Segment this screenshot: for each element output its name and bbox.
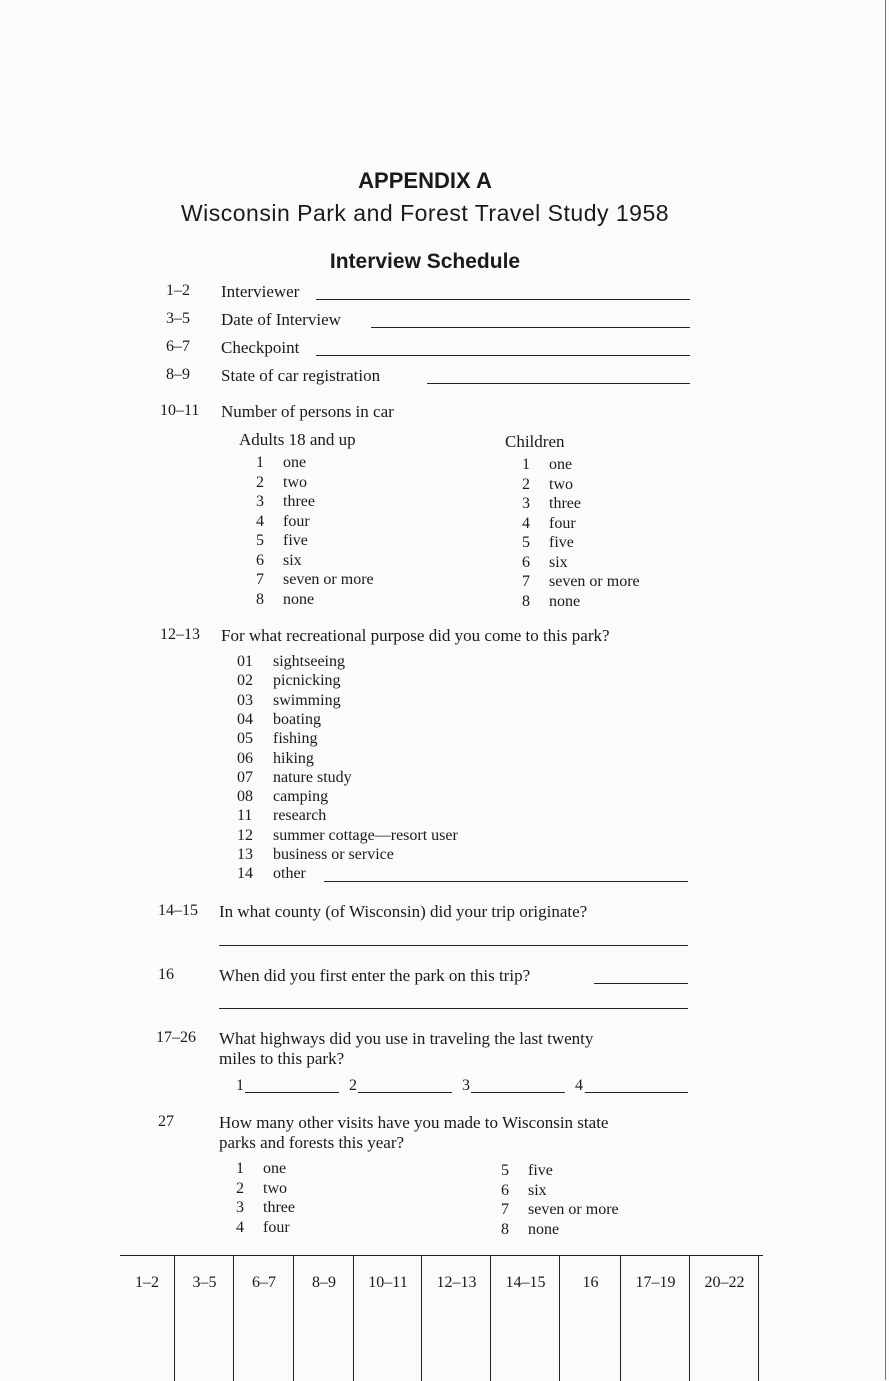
highway-blank-4[interactable] <box>585 1092 688 1093</box>
option-number[interactable]: 3 <box>236 1199 244 1216</box>
question-text-cont: miles to this park? <box>219 1049 345 1068</box>
option-text: six <box>283 551 302 569</box>
option-text: none <box>283 590 315 608</box>
checkpoint-blank[interactable] <box>316 355 690 356</box>
option-text: picnicking <box>273 672 341 690</box>
highway-blank-label: 2 <box>349 1077 357 1094</box>
highway-blank-3[interactable] <box>471 1092 565 1093</box>
grid-cell-label: 8–9 <box>312 1274 336 1291</box>
grid-cell-label: 6–7 <box>252 1274 276 1291</box>
field-code: 3–5 <box>166 310 190 327</box>
enter-blank-2[interactable] <box>219 1008 688 1009</box>
option-number[interactable]: 5 <box>522 534 530 551</box>
option-text: other <box>273 865 306 883</box>
option-text: none <box>549 592 581 610</box>
field-label: Date of Interview <box>221 310 341 329</box>
option-number[interactable]: 12 <box>237 826 253 844</box>
option-text: five <box>549 534 574 551</box>
appendix-title: APPENDIX A <box>358 168 492 193</box>
option-number[interactable]: 03 <box>237 691 253 709</box>
option-number[interactable]: 08 <box>237 788 253 806</box>
grid-cell[interactable] <box>293 1256 354 1381</box>
option-number[interactable]: 14 <box>237 865 253 883</box>
option-text: seven or more <box>283 571 374 588</box>
option-number[interactable]: 2 <box>236 1179 244 1197</box>
question-text: What highways did you use in traveling the last twenty <box>219 1029 594 1048</box>
grid-cell[interactable] <box>689 1256 759 1381</box>
option-text: one <box>263 1160 287 1177</box>
field-code: 8–9 <box>166 366 190 383</box>
state-blank[interactable] <box>427 383 690 384</box>
question-code: 10–11 <box>160 402 200 419</box>
option-number[interactable]: 05 <box>237 730 253 748</box>
option-text: two <box>283 473 307 491</box>
question-text: Number of persons in car <box>221 402 394 421</box>
option-text: one <box>283 454 307 471</box>
option-number[interactable]: 7 <box>501 1201 509 1218</box>
option-number[interactable]: 2 <box>522 475 530 493</box>
grid-cell[interactable] <box>421 1256 491 1381</box>
grid-cell-label: 16 <box>582 1274 599 1291</box>
option-text: six <box>528 1181 547 1199</box>
question-text: In what county (of Wisconsin) did your trip originate? <box>219 902 588 921</box>
option-number[interactable]: 4 <box>236 1218 244 1236</box>
highway-blank-label: 1 <box>236 1077 244 1094</box>
option-number[interactable]: 2 <box>256 473 264 491</box>
question-text: When did you first enter the park on this trip? <box>219 966 531 985</box>
field-label: State of car registration <box>221 366 381 385</box>
option-number[interactable]: 8 <box>501 1220 509 1238</box>
option-number[interactable]: 1 <box>256 454 264 471</box>
option-number[interactable]: 7 <box>256 571 264 588</box>
field-code: 6–7 <box>166 338 190 355</box>
adults-heading: Adults 18 and up <box>239 430 356 449</box>
grid-cell-label: 12–13 <box>436 1274 477 1291</box>
option-text: four <box>283 512 310 530</box>
option-number[interactable]: 5 <box>501 1162 509 1179</box>
grid-cell[interactable] <box>490 1256 560 1381</box>
grid-cell[interactable] <box>353 1256 422 1381</box>
option-text: business or service <box>273 846 394 863</box>
grid-cell[interactable] <box>559 1256 621 1381</box>
option-number[interactable]: 07 <box>237 768 253 786</box>
option-number[interactable]: 13 <box>237 846 253 863</box>
highway-blank-label: 4 <box>575 1077 583 1094</box>
grid-cell-label: 10–11 <box>368 1274 408 1291</box>
option-text: swimming <box>273 691 341 709</box>
option-text: research <box>273 807 327 825</box>
interviewer-blank[interactable] <box>316 299 690 300</box>
question-text-cont: parks and forests this year? <box>219 1133 405 1152</box>
question-text: For what recreational purpose did you come to this park? <box>221 626 610 645</box>
option-number[interactable]: 6 <box>256 551 264 569</box>
question-text: How many other visits have you made to Wisconsin state <box>219 1113 609 1132</box>
highway-blank-label: 3 <box>462 1077 470 1094</box>
grid-cell[interactable] <box>174 1256 234 1381</box>
grid-cell-label: 14–15 <box>505 1274 546 1291</box>
option-text: sightseeing <box>273 653 345 670</box>
grid-cell-label: 20–22 <box>704 1274 745 1291</box>
option-number[interactable]: 06 <box>237 749 253 767</box>
option-text: fishing <box>273 730 318 748</box>
option-number[interactable]: 1 <box>236 1160 244 1177</box>
option-text: hiking <box>273 749 314 767</box>
grid-cell-label: 1–2 <box>135 1274 159 1291</box>
option-text: seven or more <box>528 1201 619 1218</box>
enter-blank[interactable] <box>594 983 688 984</box>
question-code: 27 <box>158 1113 174 1130</box>
schedule-title: Interview Schedule <box>329 250 521 273</box>
grid-cell[interactable] <box>120 1256 174 1381</box>
option-text: two <box>549 475 573 493</box>
option-text: three <box>283 493 315 510</box>
grid-cell-label: 3–5 <box>192 1274 217 1291</box>
highway-blank-2[interactable] <box>358 1092 452 1093</box>
field-label: Interviewer <box>221 282 300 301</box>
option-text: seven or more <box>549 573 640 590</box>
option-number[interactable]: 4 <box>256 512 264 530</box>
option-text: none <box>528 1220 560 1238</box>
option-number[interactable]: 6 <box>522 553 530 571</box>
study-title: Wisconsin Park and Forest Travel Study 1958 <box>180 200 670 226</box>
grid-cell[interactable] <box>620 1256 690 1381</box>
option-text: five <box>283 532 308 549</box>
grid-right-border <box>758 1256 759 1381</box>
question-code: 16 <box>158 966 174 983</box>
option-text: two <box>263 1179 287 1197</box>
page-edge <box>885 0 886 1380</box>
option-text: nature study <box>273 768 352 786</box>
option-number[interactable]: 02 <box>237 672 253 690</box>
field-label: Checkpoint <box>221 338 300 357</box>
other-blank[interactable] <box>324 881 688 882</box>
option-text: four <box>549 514 576 532</box>
question-code: 12–13 <box>160 626 200 643</box>
option-number[interactable]: 8 <box>522 592 530 610</box>
date-blank[interactable] <box>371 327 690 328</box>
option-text: three <box>263 1199 295 1216</box>
option-number[interactable]: 8 <box>256 590 264 608</box>
option-text: four <box>263 1218 290 1236</box>
question-code: 14–15 <box>158 902 198 919</box>
option-text: boating <box>273 710 321 728</box>
option-number[interactable]: 7 <box>522 573 530 590</box>
county-blank[interactable] <box>219 945 688 946</box>
option-number[interactable]: 4 <box>522 514 530 532</box>
option-text: six <box>549 553 568 571</box>
option-number[interactable]: 1 <box>522 456 530 473</box>
option-number[interactable]: 3 <box>256 493 264 510</box>
option-number[interactable]: 6 <box>501 1181 509 1199</box>
option-number[interactable]: 04 <box>237 710 253 728</box>
option-text: camping <box>273 788 329 806</box>
option-number[interactable]: 5 <box>256 532 264 549</box>
option-text: summer cottage—resort user <box>273 826 458 844</box>
option-text: three <box>549 495 581 512</box>
children-heading: Children <box>505 432 565 451</box>
grid-cell-label: 17–19 <box>635 1274 676 1291</box>
option-number[interactable]: 01 <box>237 653 253 670</box>
highway-blank-1[interactable] <box>245 1092 339 1093</box>
option-number[interactable]: 11 <box>237 807 253 825</box>
question-code: 17–26 <box>156 1029 196 1046</box>
option-text: five <box>528 1162 553 1179</box>
option-text: one <box>549 456 573 473</box>
grid-cell[interactable] <box>233 1256 294 1381</box>
field-code: 1–2 <box>166 282 190 299</box>
option-number[interactable]: 3 <box>522 495 530 512</box>
coding-grid <box>120 1255 763 1381</box>
